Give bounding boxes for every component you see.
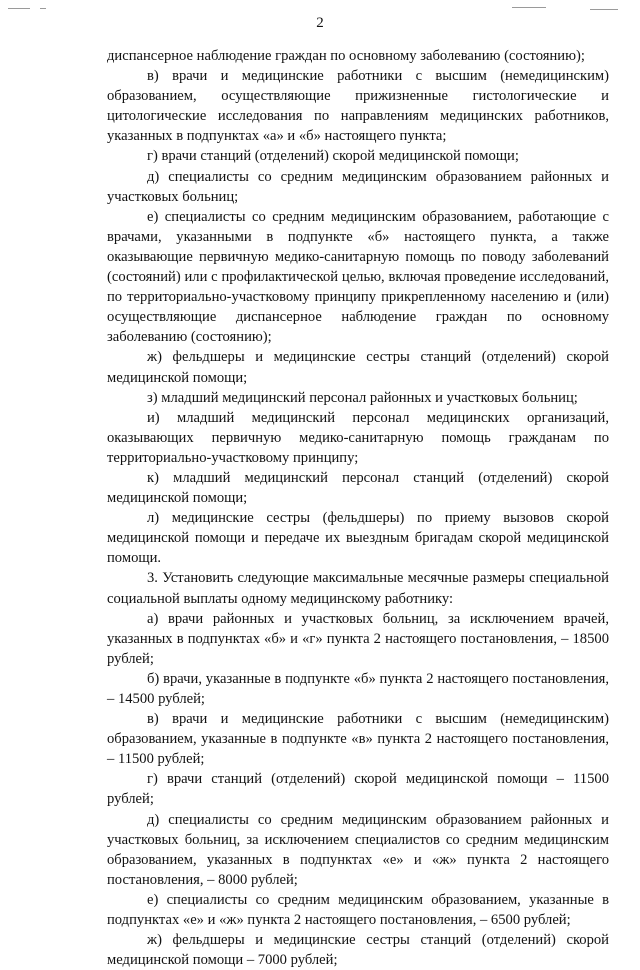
paragraph: б) врачи, указанные в подпункте «б» пункта 2 настоящего постановления, – 14500 рублей; [107,670,609,707]
paragraph: в) врачи и медицинские работники с высшим (немедицинским) образованием, осуществляющие прижизненные гистологические и цитологические исследования по направлениям медицинских работников, указанных в подпунктах «а» и «б» настоящего пункта; [107,68,609,145]
paragraph: ж) фельдшеры и медицинские сестры станций (отделений) скорой медицинской помощи; [107,349,609,386]
paragraph: з) младший медицинский персонал районных и участковых больниц; [147,389,578,406]
paragraph: г) врачи станций (отделений) скорой медицинской помощи – 11500 рублей; [107,771,609,808]
scan-artifact [8,8,30,9]
scan-artifact [40,8,46,9]
paragraph: д) специалисты со средним медицинским образованием районных и участковых больниц, за исключением специалистов со средним медицинским образованием, указанных в подпунктах «е» и «ж» пункта 2 настоящего постановления, – 8000 рублей; [107,811,609,888]
document-body [107,46,609,970]
paragraph: к) младший медицинский персонал станций (отделений) скорой медицинской помощи; [107,469,609,507]
paragraph: а) врачи районных и участковых больниц, за исключением врачей, указанных в подпунктах «б» и «г» пункта 2 настоящего постановления, – 18500 рублей; [107,610,609,667]
paragraph: е) специалисты со средним медицинским образованием, работающие с врачами, указанными в подпункте «б» настоящего пункта, а также оказывающие первичную медико-санитарную помощь по поводу заболеваний (состояний) или с профилактической целью, включая проведение исследований, по территориально-участковому принципу прикрепленному населению и (или) осуществляющие диспансерное наблюдение граждан по основному заболеванию (состоянию); [107,208,609,346]
paragraph: ж) фельдшеры и медицинские сестры станций (отделений) скорой медицинской помощи – 7000 рублей; [107,932,609,969]
paragraph: диспансерное наблюдение граждан по основному заболеванию (состоянию); [107,48,585,64]
paragraph: и) младший медицинский персонал медицинских организаций, оказывающих первичную медико-санитарную помощь гражданам по территориально-участковому принципу; [107,409,609,466]
scan-artifact [512,7,546,8]
paragraph: е) специалисты со средним медицинским образованием, указанные в подпунктах «е» и «ж» пункта 2 настоящего постановления, – 6500 рублей; [107,891,609,929]
page-number: 2 [316,15,324,31]
paragraph: 3. Установить следующие максимальные месячные размеры специальной социальной выплаты одному медицинскому работнику: [107,570,609,607]
paragraph: л) медицинские сестры (фельдшеры) по приему вызовов скорой медицинской помощи и передаче их выездным бригадам скорой медицинской помощи. [107,510,609,567]
paragraph: в) врачи и медицинские работники с высшим (немедицинским) образованием, указанные в подпункте «в» пункта 2 настоящего постановления, – 11500 рублей; [107,711,609,768]
scan-artifact [590,9,618,10]
paragraph: д) специалисты со средним медицинским образованием районных и участковых больниц; [107,168,609,205]
paragraph: г) врачи станций (отделений) скорой медицинской помощи; [147,148,519,165]
